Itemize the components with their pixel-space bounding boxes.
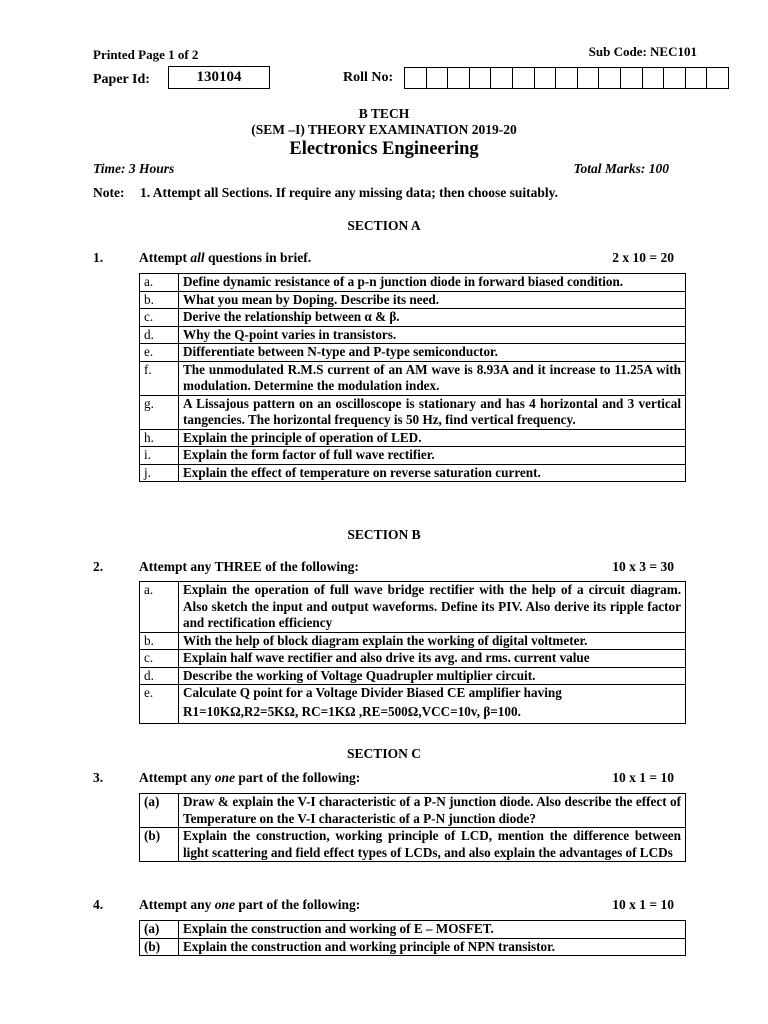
item-label: j. — [140, 464, 179, 482]
roll-no-cell — [599, 67, 621, 89]
item-label: c. — [140, 309, 179, 327]
roll-no-cell — [448, 67, 470, 89]
item-label: e. — [140, 685, 179, 724]
item-label: b. — [140, 291, 179, 309]
item-label: e. — [140, 344, 179, 362]
item-text-formula: R1=10KΩ,R2=5KΩ, RC=1KΩ ,RE=500Ω,VCC=10v, β=100. — [183, 703, 521, 719]
program-title: B TECH — [358, 106, 410, 121]
roll-no-cell — [686, 67, 708, 89]
table-row — [140, 344, 686, 362]
item-text: Explain the principle of operation of LED. — [179, 429, 686, 447]
q3-table — [139, 793, 686, 862]
table-row — [140, 464, 686, 482]
question-number: 3. — [93, 770, 104, 785]
table-row — [140, 667, 686, 685]
item-text: What you mean by Doping. Describe its need. — [179, 291, 686, 309]
roll-no-cell — [535, 67, 557, 89]
roll-no-cell — [491, 67, 513, 89]
table-row — [140, 326, 686, 344]
table-row — [140, 447, 686, 465]
section-a-title: SECTION A — [347, 218, 421, 233]
item-label: (b) — [140, 938, 179, 956]
item-text — [179, 685, 686, 724]
table-row — [140, 582, 686, 633]
question-number: 4. — [93, 897, 104, 912]
item-label: h. — [140, 429, 179, 447]
item-text: Explain the effect of temperature on reverse saturation current. — [179, 464, 686, 482]
roll-no-cell — [643, 67, 665, 89]
item-label: d. — [140, 326, 179, 344]
printed-page-label: Printed Page 1 of 2 — [93, 47, 199, 62]
item-label: d. — [140, 667, 179, 685]
item-label: f. — [140, 361, 179, 395]
item-label: a. — [140, 582, 179, 633]
instr-post: part of the following: — [235, 770, 361, 785]
subject-title: Electronics Engineering — [289, 139, 479, 159]
item-text: Explain the construction, working principle of LCD, mention the difference between light scattering and field effect types of LCDs, and also explain the advantages of LCDs — [179, 828, 686, 862]
item-text: The unmodulated R.M.S current of an AM wave is 8.93A and it increase to 11.25A with modulation. Determine the modulation index. — [179, 361, 686, 395]
item-text-line: Calculate Q point for a Voltage Divider Biased CE amplifier having — [183, 685, 562, 700]
roll-no-boxes — [404, 67, 729, 89]
roll-no-label: Roll No: — [343, 70, 394, 85]
table-row — [140, 395, 686, 429]
table-row — [140, 632, 686, 650]
table-row — [140, 938, 686, 956]
item-label: (a) — [140, 921, 179, 939]
roll-no-cell — [664, 67, 686, 89]
roll-no-cell — [405, 67, 427, 89]
question-instruction — [139, 250, 311, 266]
item-label: c. — [140, 650, 179, 668]
table-row — [140, 921, 686, 939]
item-label: g. — [140, 395, 179, 429]
table-row — [140, 828, 686, 862]
sub-code: Sub Code: NEC101 — [588, 44, 697, 59]
instr-post: part of the following: — [235, 897, 361, 912]
item-text: With the help of block diagram explain the working of digital voltmeter. — [179, 632, 686, 650]
instr-pre: Attempt — [139, 250, 191, 265]
item-text: Explain the construction and working of E – MOSFET. — [179, 921, 686, 939]
item-text: Draw & explain the V-I characteristic of a P-N junction diode. Also describe the effect of Temperature on the V-I characteristic of a P-N junction diode? — [179, 794, 686, 828]
instr-emphasis: one — [214, 770, 235, 785]
item-text: Explain the form factor of full wave rectifier. — [179, 447, 686, 465]
question-instruction: Attempt any THREE of the following: — [139, 559, 359, 574]
table-row — [140, 429, 686, 447]
section-b-table — [139, 581, 686, 724]
roll-no-cell — [427, 67, 449, 89]
item-label: b. — [140, 632, 179, 650]
paper-id-box: 130104 — [168, 66, 270, 89]
item-text: Why the Q-point varies in transistors. — [179, 326, 686, 344]
item-text: Differentiate between N-type and P-type semiconductor. — [179, 344, 686, 362]
q4-table — [139, 920, 686, 956]
roll-no-cell — [556, 67, 578, 89]
section-a-table — [139, 273, 686, 482]
instr-pre: Attempt any — [139, 770, 215, 785]
item-label: a. — [140, 274, 179, 292]
note-text: 1. Attempt all Sections. If require any missing data; then choose suitably. — [140, 185, 559, 200]
instr-pre: Attempt any — [139, 897, 215, 912]
item-label: (a) — [140, 794, 179, 828]
instr-emphasis: one — [214, 897, 235, 912]
table-row — [140, 794, 686, 828]
table-row — [140, 274, 686, 292]
total-marks-label: Total Marks: 100 — [573, 161, 669, 176]
item-text: Explain half wave rectifier and also drive its avg. and rms. current value — [179, 650, 686, 668]
paper-id-label: Paper Id: — [93, 72, 150, 87]
note-label: Note: — [93, 185, 125, 200]
time-label: Time: 3 Hours — [93, 161, 175, 176]
item-text: Explain the operation of full wave bridge rectifier with the help of a circuit diagram. Also sketch the input and output waveforms. Define its PIV. Also derive its ripple factor and rectification efficiency — [179, 582, 686, 633]
item-label: (b) — [140, 828, 179, 862]
table-row — [140, 309, 686, 327]
roll-no-cell — [470, 67, 492, 89]
item-text: Define dynamic resistance of a p-n junction diode in forward biased condition. — [179, 274, 686, 292]
item-text: Describe the working of Voltage Quadrupler multiplier circuit. — [179, 667, 686, 685]
question-number: 1. — [93, 250, 104, 265]
instr-emphasis: all — [190, 250, 205, 265]
instr-post: questions in brief. — [204, 250, 312, 265]
item-text: Derive the relationship between α & β. — [179, 309, 686, 327]
question-instruction — [139, 897, 360, 913]
item-text: Explain the construction and working principle of NPN transistor. — [179, 938, 686, 956]
item-label: i. — [140, 447, 179, 465]
question-instruction — [139, 770, 360, 786]
note — [93, 185, 558, 201]
item-text: A Lissajous pattern on an oscilloscope is stationary and has 4 horizontal and 3 vertical tangencies. The horizontal frequency is 50 Hz, find vertical frequency. — [179, 395, 686, 429]
table-row — [140, 361, 686, 395]
question-number: 2. — [93, 559, 104, 574]
section-b-title: SECTION B — [347, 527, 421, 542]
question-marks: 10 x 1 = 10 — [612, 897, 674, 912]
table-row — [140, 650, 686, 668]
table-row — [140, 291, 686, 309]
roll-no-cell — [513, 67, 535, 89]
section-c-title: SECTION C — [347, 746, 421, 761]
roll-no-cell — [621, 67, 643, 89]
question-marks: 10 x 1 = 10 — [612, 770, 674, 785]
roll-no-cell — [578, 67, 600, 89]
question-marks: 10 x 3 = 30 — [612, 559, 674, 574]
roll-no-cell — [707, 67, 729, 89]
table-row — [140, 685, 686, 724]
question-marks: 2 x 10 = 20 — [612, 250, 674, 265]
exam-title: (SEM –I) THEORY EXAMINATION 2019-20 — [251, 122, 517, 137]
